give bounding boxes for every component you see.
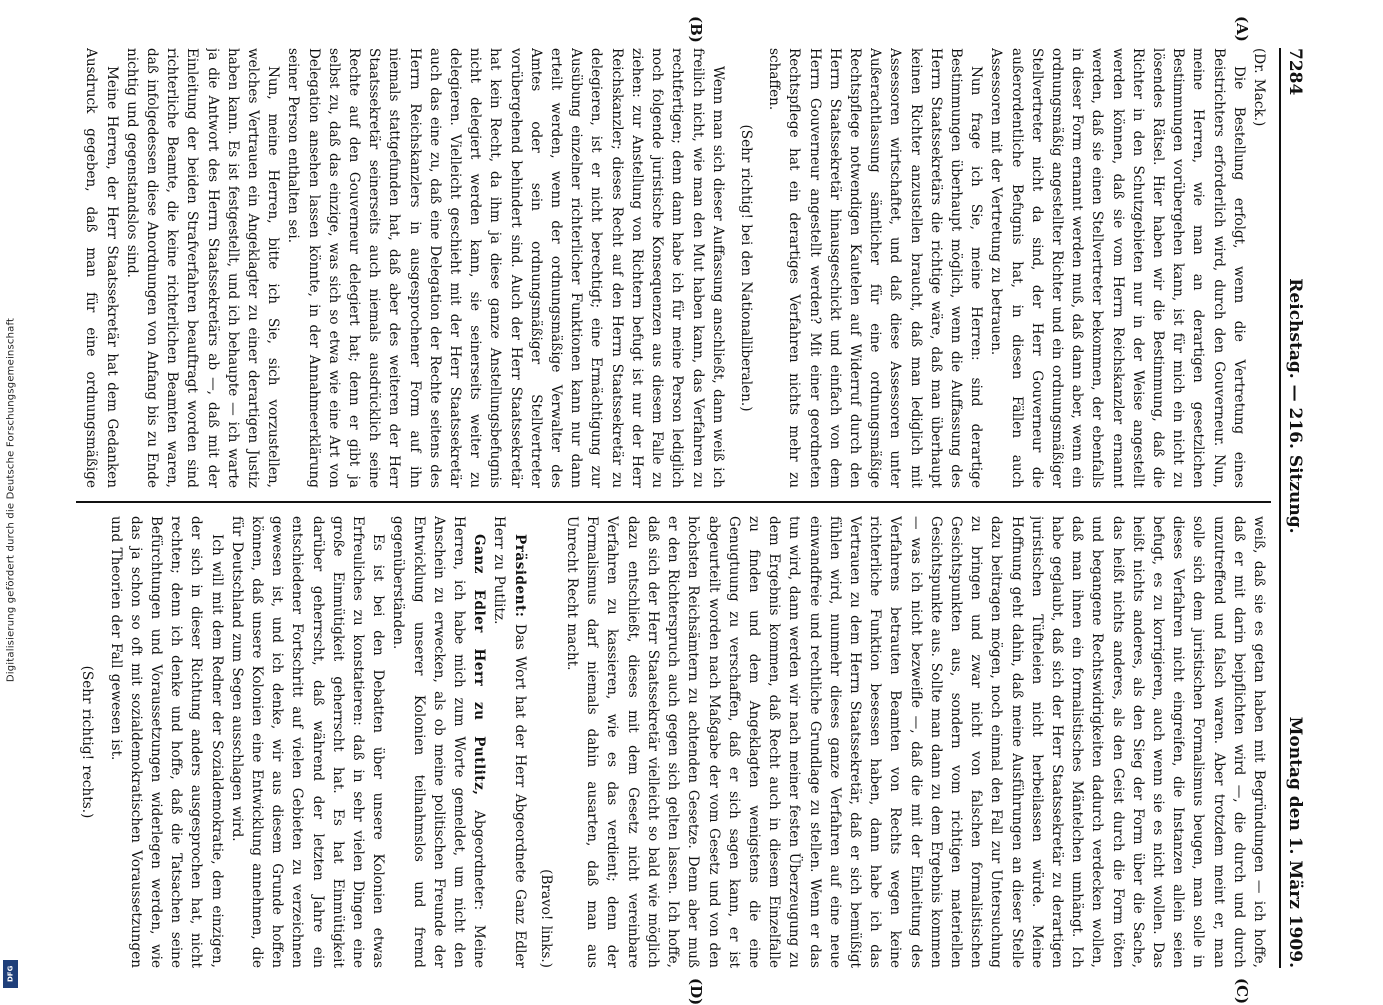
paragraph: Nun, meine Herren, bitte ich Sie, sich vorzustellen, welches Vertrauen ein Angeklagter zu einer derartigen Justiz haben kann. Es ist festgestellt, und ich behaupte — ich warte ja die Antwort des Herrn Staatssekretärs ab —, daß mit der Einleitung der beiden Strafverfahren beauftragt worden sind richterliche Beamte, die keine richterlichen Beamten waren, daß infolgedessen diese Anordnungen von Anfang bis zu Ende nichtig und gegenstandslos sind. xyxy=(123,48,282,488)
president-text: Das Wort hat der Herr Abgeordnete Ganz Edler Herr zu Putlitz. xyxy=(491,516,528,968)
paragraph: Meine Herren, der Herr Staatssekretär hat dem Gedanken Ausdruck gegeben, daß man für eine ordnungsmäßige xyxy=(83,48,120,488)
right-column xyxy=(79,516,1269,968)
margin-marker-a: (A) xyxy=(1233,16,1251,42)
margin-marker-d: (D) xyxy=(687,978,705,1005)
paragraph: Die Bestellung erfolgt, wenn die Vertretung eines Beistrichters erforderlich wird, durch den Gouverneur. Nun, meine Herren, wie man an derartigen gesetzlichen Bestimmungen vorübergehen kann, ist für mich ein nicht zu lösendes Rätsel. Hier haben wir die Bestimmung, daß die Richter in den Schutzgebieten nur in der Weise angestellt werden können, daß sie vom Herrn Reichskanzler ernannt werden, daß sie einen Stellvertreter bekommen, der ebenfalls in dieser Form ernannt werden muß, daß dann aber, wenn ein ordnungsmäßig angestellter Richter und ein ordnungsmäßiger Stellvertreter nicht da sind, der Herr Gouverneur die außerordentliche Befugnis hat, in diesen Fällen auch Assessoren mit der Vertretung zu betrauen. xyxy=(988,48,1247,488)
interjection: (Bravo! links.) xyxy=(537,869,554,968)
left-column xyxy=(79,48,1269,488)
dfg-logo: DFG xyxy=(3,960,18,988)
speaker-name: Ganz Edler Herr zu Putlitz, xyxy=(471,534,488,796)
paragraph: Ich will mit dem Redner der Sozialdemokratie, dem einzigen, der sich in dieser Richtung anders ausgesprochen hat, nicht rechten; denn ich denke und hoffe, daß die Tatsachen seine Befürchtungen und Voraussetzungen widerlegen werden, wie das ja schon so oft mit sozialdemokratischen Voraussetzungen und Theorien der Fall gewesen ist. xyxy=(107,516,225,968)
interjection: (Sehr richtig! bei den Nationalliberalen.) xyxy=(737,124,754,412)
rotated-page xyxy=(71,16,1311,1005)
interjection: (Sehr richtig! rechts.) xyxy=(79,665,96,819)
speaker-intro xyxy=(388,516,489,968)
president-label: Präsident: xyxy=(511,534,528,618)
speaker-tag: (Dr. Mack.) xyxy=(1251,48,1267,127)
paragraph: Es ist bei den Debatten über unsere Kolonien etwas Erfreuliches zu konstatieren: daß in sehr vielen Dingen eine große Einmütigkeit geherrscht hat. Es hat Einmütigkeit darüber geherrscht, daß während der letzten Jahre ein entschiedener Fortschritt auf vielen Gebieten zu verzeichnen gewesen ist, und ich denke, wir aus diesem Grunde hoffen können, daß unsere Kolonien eine Entwicklung annehmen, die für Deutschland zum Segen ausschlagen wird. xyxy=(228,516,387,968)
paragraph: Wenn man sich dieser Auffassung anschließt, dann weiß ich freilich nicht, wie man den Mut haben kann, das Verfahren zu rechtfertigen; denn dann habe ich für meine Person lediglich noch folgende juristische Konsequenzen aus diesem Falle zu ziehen: zur Anstellung von Richtern befugt ist nur der Herr Reichskanzler; dieses Recht auf den Herrn Staatssekretär zu delegieren, ist er nicht berechtigt; eine Ermächtigung zur Ausübung einzelner richterlicher Funktionen kann nur dann erteilt werden, wenn der ordnungsmäßige Verwalter des Amtes oder sein ordnungsmäßiger Stellvertreter vorübergehend behindert sind. Auch der Herr Staatssekretär hat kein Recht, da ihm ja diese ganze Anstellungsbefugnis nicht delegiert werden kann, sie seinerseits weiter zu delegieren. Vielleicht geschieht mit der Herr Staatssekretär auch das eine zu, daß eine Delegation der Rechte seitens des Herrn Reichskanzlers in ausgesprochener Form auf ihn niemals stattgefunden hat, daß aber des weiteren der Herr Staatssekretär seinerseits auch niemals ausdrücklich seine Rechte auf den Gouverneur delegiert hat; denn er gibt ja selbst zu, daß das einzige, was sich so etwa wie eine Art von Delegation ansehen lassen könnte, in der Annahmeerklärung seiner Person enthalten sei. xyxy=(285,48,726,488)
side-watermark xyxy=(0,0,22,1000)
margin-marker-b: (B) xyxy=(687,16,705,43)
session-title: Reichstag. — 216. Sitzung. xyxy=(1285,278,1305,534)
paragraph: Nun frage ich Sie, meine Herren: sind derartige Bestimmungen überhaupt möglich, wenn die Auffassung des Herrn Staatssekretärs die richtige wäre, daß man überhaupt keinen Richter anzustellen braucht, daß man lediglich mit Assessoren wirtschaftet, und daß diese Assessoren unter Außerachtlassung sämtlicher für eine ordnungsmäßige Rechtspflege notwendigen Kautelen auf Widerruf durch den Herrn Staatssekretär hinausgeschickt und einfach von dem Herrn Gouverneur angestellt werden? Mit einer geordneten Rechtspflege hat ein derartiges Verfahren nichts mehr zu schaffen. xyxy=(766,48,985,488)
column-divider xyxy=(76,501,1271,503)
president-remark xyxy=(489,516,529,968)
paragraph: weiß, daß sie es getan haben mit Begründungen — ich hoffe, daß er mit darin beipflichten wird —, die durch und durch unzutreffend und falsch waren. Aber trotzdem meint er, man solle sich dem juristischen Formalismus beugen, man solle in dieses Verfahren nicht eingreifen, die Instanzen allein seien befugt, es zu korrigieren, auch wenn sie es nicht wollen. Das heißt nichts anderes, als den Sieg der Form über die Sache, das heißt nichts anderes, als den Geist durch die Form töten und begangene Rechtswidrigkeiten dadurch verdecken wollen, daß man ihnen ein formalistisches Mäntelchen umhängt. Ich habe geglaubt, daß sich der Herr Staatssekretär zu derartigen juristischen Tüfteleien nicht herbeilassen würde. Meine Hoffnung geht dahin, daß meine Ausführungen an dieser Stelle dazu beitragen mögen, noch einmal den Fall zur Untersuchung zu bringen und zwar nicht von falschen formalistischen Gesichtspunkten aus, sondern vom richtigen materiellen Gesichtspunkte aus. Sollte man dann zu dem Ergebnis kommen — was ich nicht bezweifle —, daß die mit der Einleitung des Verfahrens betrauten Beamten von Rechts wegen keine richterliche Funktion besessen haben, dann habe ich das Vertrauen zu dem Herrn Staatssekretär, daß er sich bemüßigt fühlen wird, nunmehr dieses ganze Verfahren auf eine neue einwandfreie und rechtliche Grundlage zu stellen. Wenn er das tun wird, dann werden wir nach meiner festen Überzeugung zu dem Ergebnis kommen, daß Recht auch in diesem Einzelfalle zu finden und dem Angeklagten wenigstens die eine Genugtuung zu verschaffen, daß er sich sagen kann, er ist abgeurteilt worden nach Maßgabe der vom Gesetz und von den höchsten Reichsämtern zu achtenden Gesetze. Denn aber muß er den Richterspruch auch gegen sich gelten lassen. Ich hoffe, daß sich der Herr Staatssekretär vielleicht so bald wie möglich dazu entschließt, dieses mit dem Gesetz nicht vereinbare Verfahren zu kassieren, wie es das verdient; denn der Formalismus darf niemals dahin ausarten, daß man aus Unrecht Recht macht. xyxy=(564,516,1267,968)
session-date: Montag den 1. März 1909. xyxy=(1285,716,1305,968)
margin-marker-c: (C) xyxy=(1233,978,1251,1005)
speaker-intro-text: Abgeordneter: Meine Herren, ich habe mich zum Worte gemeldet, um nicht den Anschein zu erwecken, als ob meine politischen Freunde der Entwicklung unserer Kolonien teilnahmslos und fremd gegenüberständen. xyxy=(390,516,488,968)
page-number: 7284 xyxy=(1285,48,1305,96)
page-header xyxy=(1279,48,1311,968)
digitization-note: Digitalisierung gefördert durch die Deutsche Forschungsgemeinschaft xyxy=(5,317,17,683)
